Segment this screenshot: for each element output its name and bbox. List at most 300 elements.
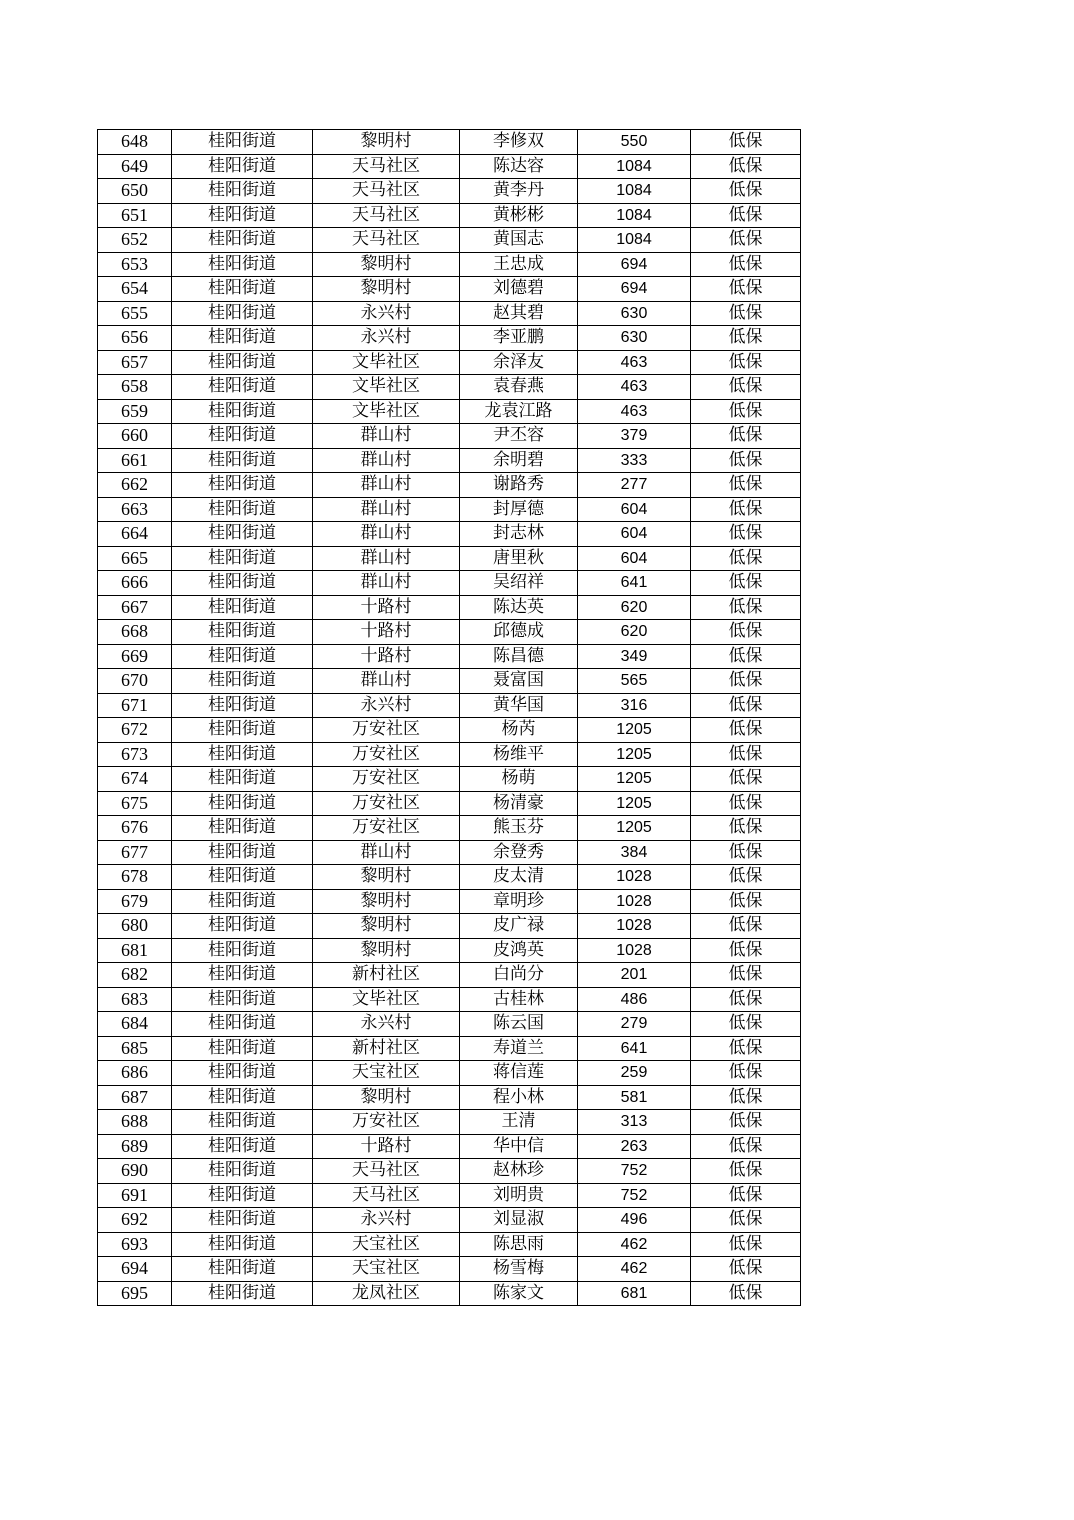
row-number-cell: 690 bbox=[98, 1159, 172, 1184]
subdistrict-cell: 桂阳街道 bbox=[172, 865, 313, 890]
table-row bbox=[98, 1036, 801, 1061]
table-row bbox=[98, 1134, 801, 1159]
table-row bbox=[98, 571, 801, 596]
amount-cell: 1028 bbox=[578, 914, 691, 939]
community-cell: 文毕社区 bbox=[313, 375, 460, 400]
row-number-cell: 688 bbox=[98, 1110, 172, 1135]
community-cell: 新村社区 bbox=[313, 1036, 460, 1061]
amount-cell: 463 bbox=[578, 399, 691, 424]
category-cell: 低保 bbox=[691, 963, 801, 988]
row-number-cell: 694 bbox=[98, 1257, 172, 1282]
category-cell: 低保 bbox=[691, 350, 801, 375]
category-cell: 低保 bbox=[691, 1208, 801, 1233]
subdistrict-cell: 桂阳街道 bbox=[172, 301, 313, 326]
table-row bbox=[98, 644, 801, 669]
name-cell: 熊玉芬 bbox=[460, 816, 578, 841]
table-row bbox=[98, 742, 801, 767]
table-row bbox=[98, 1159, 801, 1184]
table-row bbox=[98, 522, 801, 547]
subdistrict-cell: 桂阳街道 bbox=[172, 595, 313, 620]
name-cell: 余泽友 bbox=[460, 350, 578, 375]
community-cell: 万安社区 bbox=[313, 816, 460, 841]
name-cell: 杨维平 bbox=[460, 742, 578, 767]
subdistrict-cell: 桂阳街道 bbox=[172, 154, 313, 179]
table-row bbox=[98, 816, 801, 841]
community-cell: 文毕社区 bbox=[313, 987, 460, 1012]
row-number-cell: 675 bbox=[98, 791, 172, 816]
row-number-cell: 664 bbox=[98, 522, 172, 547]
community-cell: 群山村 bbox=[313, 571, 460, 596]
amount-cell: 641 bbox=[578, 571, 691, 596]
category-cell: 低保 bbox=[691, 497, 801, 522]
community-cell: 十路村 bbox=[313, 595, 460, 620]
table-row bbox=[98, 546, 801, 571]
spreadsheet-page bbox=[97, 129, 801, 1306]
community-cell: 群山村 bbox=[313, 522, 460, 547]
community-cell: 永兴村 bbox=[313, 301, 460, 326]
row-number-cell: 693 bbox=[98, 1232, 172, 1257]
row-number-cell: 689 bbox=[98, 1134, 172, 1159]
subdistrict-cell: 桂阳街道 bbox=[172, 938, 313, 963]
category-cell: 低保 bbox=[691, 399, 801, 424]
name-cell: 余明碧 bbox=[460, 448, 578, 473]
subdistrict-cell: 桂阳街道 bbox=[172, 987, 313, 1012]
category-cell: 低保 bbox=[691, 1012, 801, 1037]
table-row bbox=[98, 326, 801, 351]
welfare-recipient-table bbox=[97, 129, 801, 1306]
category-cell: 低保 bbox=[691, 1281, 801, 1306]
row-number-cell: 680 bbox=[98, 914, 172, 939]
category-cell: 低保 bbox=[691, 203, 801, 228]
category-cell: 低保 bbox=[691, 669, 801, 694]
name-cell: 余登秀 bbox=[460, 840, 578, 865]
name-cell: 杨雪梅 bbox=[460, 1257, 578, 1282]
category-cell: 低保 bbox=[691, 620, 801, 645]
category-cell: 低保 bbox=[691, 277, 801, 302]
name-cell: 蒋信莲 bbox=[460, 1061, 578, 1086]
community-cell: 万安社区 bbox=[313, 1110, 460, 1135]
community-cell: 万安社区 bbox=[313, 742, 460, 767]
table-row bbox=[98, 1085, 801, 1110]
name-cell: 赵其碧 bbox=[460, 301, 578, 326]
amount-cell: 1084 bbox=[578, 154, 691, 179]
row-number-cell: 665 bbox=[98, 546, 172, 571]
name-cell: 陈昌德 bbox=[460, 644, 578, 669]
category-cell: 低保 bbox=[691, 1134, 801, 1159]
subdistrict-cell: 桂阳街道 bbox=[172, 620, 313, 645]
name-cell: 邱德成 bbox=[460, 620, 578, 645]
name-cell: 程小林 bbox=[460, 1085, 578, 1110]
name-cell: 寿道兰 bbox=[460, 1036, 578, 1061]
subdistrict-cell: 桂阳街道 bbox=[172, 718, 313, 743]
table-row bbox=[98, 595, 801, 620]
subdistrict-cell: 桂阳街道 bbox=[172, 179, 313, 204]
table-row bbox=[98, 1183, 801, 1208]
subdistrict-cell: 桂阳街道 bbox=[172, 1257, 313, 1282]
category-cell: 低保 bbox=[691, 1232, 801, 1257]
row-number-cell: 673 bbox=[98, 742, 172, 767]
subdistrict-cell: 桂阳街道 bbox=[172, 203, 313, 228]
subdistrict-cell: 桂阳街道 bbox=[172, 228, 313, 253]
community-cell: 万安社区 bbox=[313, 767, 460, 792]
category-cell: 低保 bbox=[691, 914, 801, 939]
community-cell: 永兴村 bbox=[313, 326, 460, 351]
amount-cell: 1084 bbox=[578, 228, 691, 253]
subdistrict-cell: 桂阳街道 bbox=[172, 889, 313, 914]
category-cell: 低保 bbox=[691, 1110, 801, 1135]
amount-cell: 462 bbox=[578, 1232, 691, 1257]
category-cell: 低保 bbox=[691, 791, 801, 816]
name-cell: 陈云国 bbox=[460, 1012, 578, 1037]
table-row bbox=[98, 718, 801, 743]
name-cell: 谢路秀 bbox=[460, 473, 578, 498]
category-cell: 低保 bbox=[691, 375, 801, 400]
name-cell: 李亚鹏 bbox=[460, 326, 578, 351]
community-cell: 黎明村 bbox=[313, 889, 460, 914]
row-number-cell: 654 bbox=[98, 277, 172, 302]
name-cell: 华中信 bbox=[460, 1134, 578, 1159]
row-number-cell: 671 bbox=[98, 693, 172, 718]
category-cell: 低保 bbox=[691, 718, 801, 743]
community-cell: 万安社区 bbox=[313, 791, 460, 816]
category-cell: 低保 bbox=[691, 473, 801, 498]
amount-cell: 1205 bbox=[578, 816, 691, 841]
amount-cell: 565 bbox=[578, 669, 691, 694]
subdistrict-cell: 桂阳街道 bbox=[172, 816, 313, 841]
community-cell: 群山村 bbox=[313, 448, 460, 473]
row-number-cell: 672 bbox=[98, 718, 172, 743]
row-number-cell: 656 bbox=[98, 326, 172, 351]
community-cell: 黎明村 bbox=[313, 914, 460, 939]
amount-cell: 384 bbox=[578, 840, 691, 865]
table-row bbox=[98, 1232, 801, 1257]
row-number-cell: 670 bbox=[98, 669, 172, 694]
category-cell: 低保 bbox=[691, 301, 801, 326]
row-number-cell: 687 bbox=[98, 1085, 172, 1110]
row-number-cell: 683 bbox=[98, 987, 172, 1012]
amount-cell: 1205 bbox=[578, 742, 691, 767]
name-cell: 尹丕容 bbox=[460, 424, 578, 449]
subdistrict-cell: 桂阳街道 bbox=[172, 497, 313, 522]
category-cell: 低保 bbox=[691, 522, 801, 547]
row-number-cell: 661 bbox=[98, 448, 172, 473]
table-row bbox=[98, 938, 801, 963]
amount-cell: 333 bbox=[578, 448, 691, 473]
amount-cell: 463 bbox=[578, 350, 691, 375]
row-number-cell: 681 bbox=[98, 938, 172, 963]
name-cell: 刘德碧 bbox=[460, 277, 578, 302]
category-cell: 低保 bbox=[691, 154, 801, 179]
subdistrict-cell: 桂阳街道 bbox=[172, 571, 313, 596]
amount-cell: 1205 bbox=[578, 718, 691, 743]
community-cell: 十路村 bbox=[313, 644, 460, 669]
table-row bbox=[98, 914, 801, 939]
amount-cell: 1028 bbox=[578, 865, 691, 890]
amount-cell: 752 bbox=[578, 1183, 691, 1208]
subdistrict-cell: 桂阳街道 bbox=[172, 277, 313, 302]
community-cell: 天马社区 bbox=[313, 228, 460, 253]
amount-cell: 259 bbox=[578, 1061, 691, 1086]
row-number-cell: 658 bbox=[98, 375, 172, 400]
name-cell: 袁春燕 bbox=[460, 375, 578, 400]
name-cell: 王忠成 bbox=[460, 252, 578, 277]
table-row bbox=[98, 399, 801, 424]
amount-cell: 1028 bbox=[578, 938, 691, 963]
table-row bbox=[98, 424, 801, 449]
table-row bbox=[98, 350, 801, 375]
category-cell: 低保 bbox=[691, 448, 801, 473]
category-cell: 低保 bbox=[691, 1036, 801, 1061]
amount-cell: 463 bbox=[578, 375, 691, 400]
category-cell: 低保 bbox=[691, 644, 801, 669]
name-cell: 刘显淑 bbox=[460, 1208, 578, 1233]
row-number-cell: 648 bbox=[98, 130, 172, 155]
subdistrict-cell: 桂阳街道 bbox=[172, 375, 313, 400]
amount-cell: 279 bbox=[578, 1012, 691, 1037]
name-cell: 黄国志 bbox=[460, 228, 578, 253]
name-cell: 陈达容 bbox=[460, 154, 578, 179]
table-row bbox=[98, 865, 801, 890]
community-cell: 群山村 bbox=[313, 473, 460, 498]
amount-cell: 604 bbox=[578, 497, 691, 522]
amount-cell: 641 bbox=[578, 1036, 691, 1061]
community-cell: 群山村 bbox=[313, 546, 460, 571]
table-row bbox=[98, 1208, 801, 1233]
subdistrict-cell: 桂阳街道 bbox=[172, 669, 313, 694]
amount-cell: 581 bbox=[578, 1085, 691, 1110]
subdistrict-cell: 桂阳街道 bbox=[172, 1036, 313, 1061]
name-cell: 黄彬彬 bbox=[460, 203, 578, 228]
name-cell: 李修双 bbox=[460, 130, 578, 155]
amount-cell: 379 bbox=[578, 424, 691, 449]
name-cell: 白尚分 bbox=[460, 963, 578, 988]
name-cell: 杨萌 bbox=[460, 767, 578, 792]
row-number-cell: 655 bbox=[98, 301, 172, 326]
table-row bbox=[98, 301, 801, 326]
community-cell: 天马社区 bbox=[313, 1159, 460, 1184]
subdistrict-cell: 桂阳街道 bbox=[172, 1281, 313, 1306]
table-row bbox=[98, 963, 801, 988]
category-cell: 低保 bbox=[691, 228, 801, 253]
table-row bbox=[98, 889, 801, 914]
subdistrict-cell: 桂阳街道 bbox=[172, 1159, 313, 1184]
category-cell: 低保 bbox=[691, 693, 801, 718]
name-cell: 龙袁江路 bbox=[460, 399, 578, 424]
name-cell: 王清 bbox=[460, 1110, 578, 1135]
community-cell: 群山村 bbox=[313, 424, 460, 449]
table-body bbox=[98, 130, 801, 1306]
community-cell: 天马社区 bbox=[313, 203, 460, 228]
amount-cell: 1084 bbox=[578, 179, 691, 204]
row-number-cell: 666 bbox=[98, 571, 172, 596]
amount-cell: 1205 bbox=[578, 791, 691, 816]
subdistrict-cell: 桂阳街道 bbox=[172, 1232, 313, 1257]
community-cell: 群山村 bbox=[313, 497, 460, 522]
table-row bbox=[98, 375, 801, 400]
row-number-cell: 652 bbox=[98, 228, 172, 253]
community-cell: 群山村 bbox=[313, 669, 460, 694]
subdistrict-cell: 桂阳街道 bbox=[172, 1085, 313, 1110]
name-cell: 杨清豪 bbox=[460, 791, 578, 816]
subdistrict-cell: 桂阳街道 bbox=[172, 1183, 313, 1208]
amount-cell: 313 bbox=[578, 1110, 691, 1135]
table-row bbox=[98, 203, 801, 228]
community-cell: 天宝社区 bbox=[313, 1257, 460, 1282]
table-row bbox=[98, 840, 801, 865]
subdistrict-cell: 桂阳街道 bbox=[172, 130, 313, 155]
row-number-cell: 678 bbox=[98, 865, 172, 890]
table-row bbox=[98, 620, 801, 645]
community-cell: 黎明村 bbox=[313, 865, 460, 890]
community-cell: 十路村 bbox=[313, 620, 460, 645]
name-cell: 陈家文 bbox=[460, 1281, 578, 1306]
category-cell: 低保 bbox=[691, 840, 801, 865]
name-cell: 皮鸿英 bbox=[460, 938, 578, 963]
table-row bbox=[98, 767, 801, 792]
row-number-cell: 682 bbox=[98, 963, 172, 988]
amount-cell: 201 bbox=[578, 963, 691, 988]
row-number-cell: 677 bbox=[98, 840, 172, 865]
row-number-cell: 649 bbox=[98, 154, 172, 179]
name-cell: 封志林 bbox=[460, 522, 578, 547]
category-cell: 低保 bbox=[691, 1085, 801, 1110]
category-cell: 低保 bbox=[691, 1183, 801, 1208]
row-number-cell: 653 bbox=[98, 252, 172, 277]
subdistrict-cell: 桂阳街道 bbox=[172, 522, 313, 547]
category-cell: 低保 bbox=[691, 865, 801, 890]
amount-cell: 462 bbox=[578, 1257, 691, 1282]
amount-cell: 752 bbox=[578, 1159, 691, 1184]
name-cell: 刘明贵 bbox=[460, 1183, 578, 1208]
table-row bbox=[98, 277, 801, 302]
name-cell: 皮太清 bbox=[460, 865, 578, 890]
name-cell: 吴绍祥 bbox=[460, 571, 578, 596]
community-cell: 龙凤社区 bbox=[313, 1281, 460, 1306]
row-number-cell: 685 bbox=[98, 1036, 172, 1061]
community-cell: 文毕社区 bbox=[313, 350, 460, 375]
community-cell: 黎明村 bbox=[313, 938, 460, 963]
subdistrict-cell: 桂阳街道 bbox=[172, 1110, 313, 1135]
row-number-cell: 684 bbox=[98, 1012, 172, 1037]
name-cell: 陈思雨 bbox=[460, 1232, 578, 1257]
subdistrict-cell: 桂阳街道 bbox=[172, 473, 313, 498]
amount-cell: 1084 bbox=[578, 203, 691, 228]
community-cell: 黎明村 bbox=[313, 130, 460, 155]
community-cell: 文毕社区 bbox=[313, 399, 460, 424]
subdistrict-cell: 桂阳街道 bbox=[172, 791, 313, 816]
category-cell: 低保 bbox=[691, 1159, 801, 1184]
category-cell: 低保 bbox=[691, 767, 801, 792]
category-cell: 低保 bbox=[691, 595, 801, 620]
community-cell: 永兴村 bbox=[313, 1208, 460, 1233]
table-row bbox=[98, 1110, 801, 1135]
name-cell: 黄华国 bbox=[460, 693, 578, 718]
subdistrict-cell: 桂阳街道 bbox=[172, 326, 313, 351]
community-cell: 永兴村 bbox=[313, 693, 460, 718]
amount-cell: 316 bbox=[578, 693, 691, 718]
subdistrict-cell: 桂阳街道 bbox=[172, 693, 313, 718]
amount-cell: 277 bbox=[578, 473, 691, 498]
category-cell: 低保 bbox=[691, 571, 801, 596]
category-cell: 低保 bbox=[691, 326, 801, 351]
subdistrict-cell: 桂阳街道 bbox=[172, 742, 313, 767]
category-cell: 低保 bbox=[691, 938, 801, 963]
category-cell: 低保 bbox=[691, 742, 801, 767]
table-row bbox=[98, 473, 801, 498]
category-cell: 低保 bbox=[691, 252, 801, 277]
name-cell: 聂富国 bbox=[460, 669, 578, 694]
name-cell: 古桂林 bbox=[460, 987, 578, 1012]
row-number-cell: 691 bbox=[98, 1183, 172, 1208]
table-row bbox=[98, 693, 801, 718]
row-number-cell: 695 bbox=[98, 1281, 172, 1306]
row-number-cell: 667 bbox=[98, 595, 172, 620]
row-number-cell: 651 bbox=[98, 203, 172, 228]
row-number-cell: 659 bbox=[98, 399, 172, 424]
row-number-cell: 657 bbox=[98, 350, 172, 375]
community-cell: 黎明村 bbox=[313, 277, 460, 302]
subdistrict-cell: 桂阳街道 bbox=[172, 914, 313, 939]
name-cell: 封厚德 bbox=[460, 497, 578, 522]
amount-cell: 604 bbox=[578, 546, 691, 571]
community-cell: 十路村 bbox=[313, 1134, 460, 1159]
name-cell: 陈达英 bbox=[460, 595, 578, 620]
table-row bbox=[98, 179, 801, 204]
amount-cell: 630 bbox=[578, 301, 691, 326]
subdistrict-cell: 桂阳街道 bbox=[172, 424, 313, 449]
subdistrict-cell: 桂阳街道 bbox=[172, 963, 313, 988]
community-cell: 黎明村 bbox=[313, 1085, 460, 1110]
subdistrict-cell: 桂阳街道 bbox=[172, 1208, 313, 1233]
amount-cell: 694 bbox=[578, 277, 691, 302]
row-number-cell: 679 bbox=[98, 889, 172, 914]
row-number-cell: 676 bbox=[98, 816, 172, 841]
subdistrict-cell: 桂阳街道 bbox=[172, 350, 313, 375]
community-cell: 群山村 bbox=[313, 840, 460, 865]
community-cell: 万安社区 bbox=[313, 718, 460, 743]
row-number-cell: 692 bbox=[98, 1208, 172, 1233]
amount-cell: 681 bbox=[578, 1281, 691, 1306]
table-row bbox=[98, 1061, 801, 1086]
subdistrict-cell: 桂阳街道 bbox=[172, 767, 313, 792]
subdistrict-cell: 桂阳街道 bbox=[172, 1061, 313, 1086]
category-cell: 低保 bbox=[691, 179, 801, 204]
name-cell: 赵林珍 bbox=[460, 1159, 578, 1184]
table-row bbox=[98, 130, 801, 155]
row-number-cell: 650 bbox=[98, 179, 172, 204]
subdistrict-cell: 桂阳街道 bbox=[172, 1012, 313, 1037]
name-cell: 唐里秋 bbox=[460, 546, 578, 571]
community-cell: 永兴村 bbox=[313, 1012, 460, 1037]
category-cell: 低保 bbox=[691, 889, 801, 914]
amount-cell: 486 bbox=[578, 987, 691, 1012]
community-cell: 天宝社区 bbox=[313, 1061, 460, 1086]
community-cell: 天马社区 bbox=[313, 154, 460, 179]
amount-cell: 1028 bbox=[578, 889, 691, 914]
community-cell: 黎明村 bbox=[313, 252, 460, 277]
table-row bbox=[98, 987, 801, 1012]
name-cell: 杨芮 bbox=[460, 718, 578, 743]
row-number-cell: 674 bbox=[98, 767, 172, 792]
community-cell: 新村社区 bbox=[313, 963, 460, 988]
table-row bbox=[98, 448, 801, 473]
amount-cell: 604 bbox=[578, 522, 691, 547]
category-cell: 低保 bbox=[691, 546, 801, 571]
name-cell: 皮广禄 bbox=[460, 914, 578, 939]
subdistrict-cell: 桂阳街道 bbox=[172, 840, 313, 865]
community-cell: 天宝社区 bbox=[313, 1232, 460, 1257]
category-cell: 低保 bbox=[691, 1061, 801, 1086]
